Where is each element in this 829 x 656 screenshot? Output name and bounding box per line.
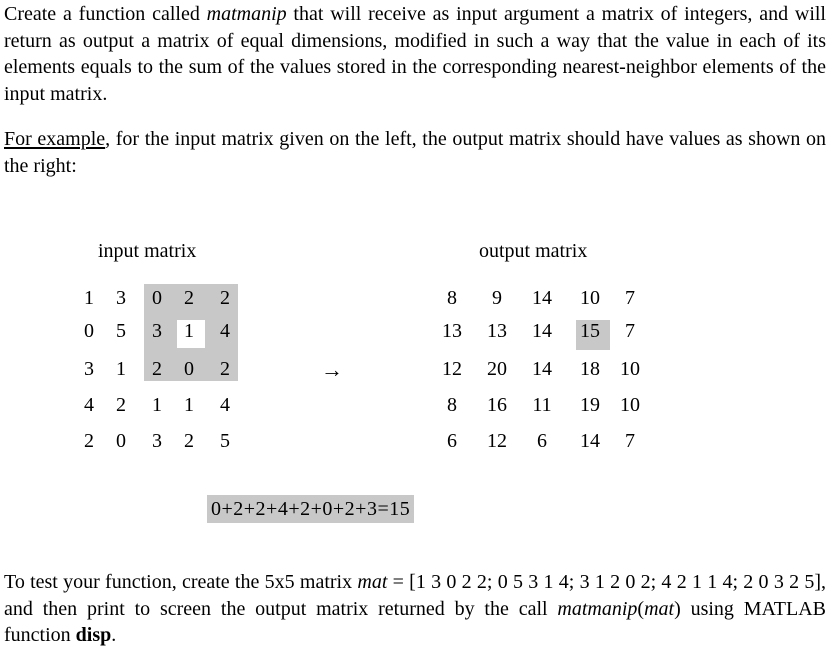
input-matrix-cell: 4: [220, 320, 230, 342]
output-matrix-cell: 13: [487, 320, 507, 342]
output-matrix-cell: 8: [447, 287, 457, 309]
call-function-name: matmanip: [557, 597, 638, 620]
input-matrix-cell: 2: [184, 287, 194, 309]
output-matrix-cell: 14: [532, 320, 552, 342]
call-argument: mat: [644, 597, 675, 620]
disp-function: disp: [75, 624, 112, 646]
example-text: , for the input matrix given on the left, the output matrix should have values as shown on the right:: [4, 128, 827, 177]
output-matrix-cell: 16: [487, 394, 507, 416]
input-matrix-cell: 0: [184, 358, 194, 380]
description-text: Create a function called: [4, 3, 207, 25]
input-matrix-cell: 3: [84, 358, 94, 380]
output-matrix-cell: 14: [532, 287, 552, 309]
arrow-icon: →: [321, 357, 343, 382]
input-matrix-cell: 3: [116, 287, 126, 309]
output-matrix-cell: 10: [620, 358, 640, 380]
description-text-2: that will receive as input argument a matrix of integers, and will return as output a matrix of equal dimensions, modified in such a way that the value in each of its elements equals to the sum of the values stored in the corresponding nearest-neighbor elements of the input matrix.: [4, 3, 826, 105]
input-matrix-cell: 2: [220, 358, 230, 380]
input-matrix-cell: 4: [220, 394, 230, 416]
output-matrix-cell: 7: [625, 320, 635, 342]
input-matrix-cell: 3: [152, 430, 162, 452]
output-matrix-cell: 11: [532, 394, 552, 416]
input-matrix-cell: 2: [84, 430, 94, 452]
input-matrix-cell: 2: [184, 430, 194, 452]
output-matrix-cell: 6: [537, 430, 547, 452]
variable-mat: mat: [357, 571, 388, 593]
output-matrix-cell: 13: [442, 320, 462, 342]
input-matrix-label: input matrix: [98, 240, 197, 262]
sum-expression: 0+2+2+4+2+0+2+3=15: [207, 495, 414, 523]
input-matrix-cell: 3: [152, 320, 162, 342]
input-matrix-cell: 2: [220, 287, 230, 309]
input-matrix-cell: 1: [184, 394, 194, 416]
example-heading: For example: [4, 128, 106, 150]
output-matrix-cell: 14: [580, 430, 600, 452]
input-matrix-cell: 5: [220, 430, 230, 452]
input-matrix-cell: 1: [184, 320, 194, 342]
input-matrix-cell: 1: [152, 394, 162, 416]
output-matrix-cell: 12: [442, 358, 462, 380]
function-name: matmanip: [206, 3, 287, 25]
output-matrix-cell: 12: [487, 430, 507, 452]
output-matrix-cell: 6: [447, 430, 457, 452]
input-matrix-cell: 0: [116, 430, 126, 452]
input-matrix-cell: 5: [116, 320, 126, 342]
output-matrix-cell: 10: [580, 287, 600, 309]
output-matrix-cell: 9: [492, 287, 502, 309]
output-matrix-cell: 7: [625, 287, 635, 309]
output-matrix-label: output matrix: [479, 240, 588, 262]
output-matrix-cell: 8: [447, 394, 457, 416]
input-matrix-cell: 0: [84, 320, 94, 342]
paren-close: ): [674, 597, 681, 620]
output-matrix-cell: 19: [580, 394, 600, 416]
output-matrix-cell: 15: [580, 320, 600, 342]
input-matrix-cell: 1: [84, 287, 94, 309]
test-instructions: [4, 569, 826, 649]
output-matrix-cell: 14: [532, 358, 552, 380]
test-text-4: .: [111, 624, 117, 646]
output-matrix-cell: 10: [620, 394, 640, 416]
problem-description: [4, 1, 826, 107]
input-matrix-cell: 2: [116, 394, 126, 416]
output-matrix-cell: 18: [580, 358, 600, 380]
input-matrix-cell: 1: [116, 358, 126, 380]
test-text-2: = [1 3 0 2 2; 0 5 3 1 4; 3 1 2 0 2; 4 2 1 1 4; 2 0 3 2 5], and then print to screen the output matrix returned by the call: [4, 571, 826, 620]
output-matrix-cell: 20: [487, 358, 507, 380]
test-text-3: using MATLAB function: [4, 597, 826, 646]
input-matrix-cell: 2: [152, 358, 162, 380]
paren-open: (: [637, 597, 645, 620]
input-matrix-cell: 4: [84, 394, 94, 416]
output-matrix-cell: 7: [625, 430, 635, 452]
test-text: To test your function, create the 5x5 matrix: [4, 571, 358, 593]
input-matrix-cell: 0: [152, 287, 162, 309]
example-intro: [4, 126, 826, 179]
